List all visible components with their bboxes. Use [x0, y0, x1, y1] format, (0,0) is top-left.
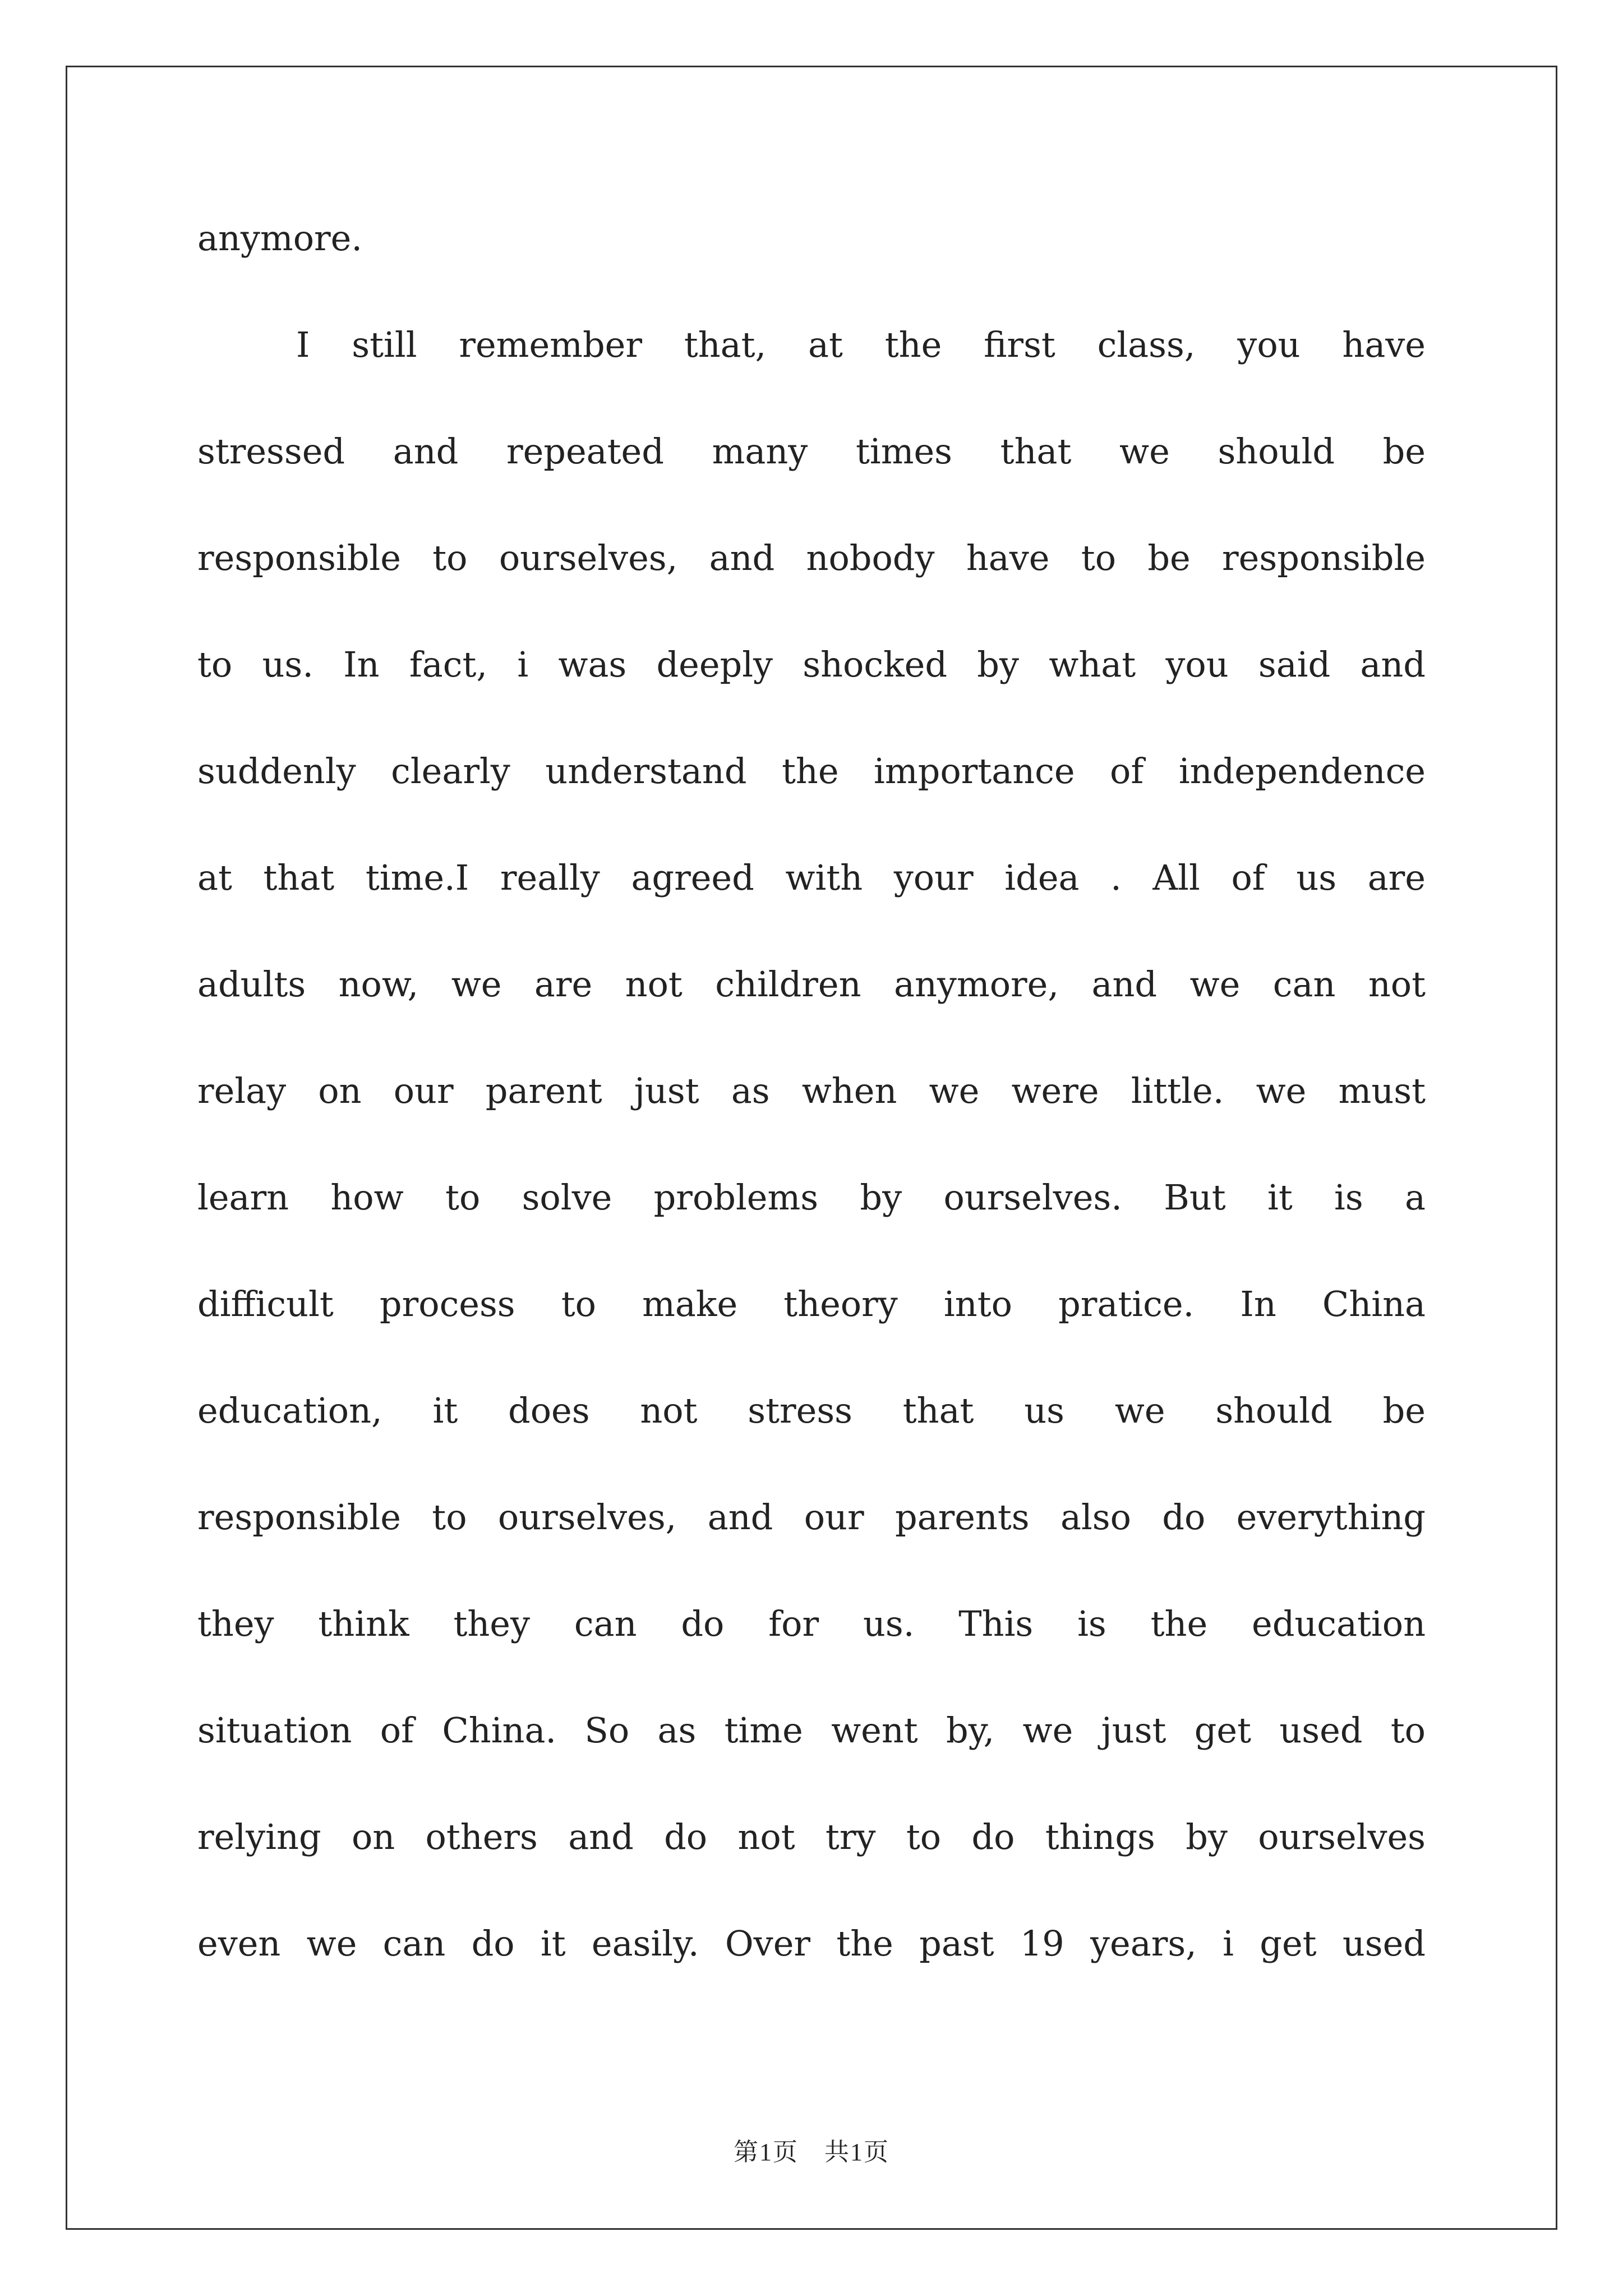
text-line: education, it does not stress that us we should be — [197, 1390, 1426, 1431]
document-body — [197, 218, 1426, 2033]
text-line: to us. In fact, i was deeply shocked by what you said and — [197, 644, 1426, 685]
text-line: responsible to ourselves, and nobody have to be responsible — [197, 537, 1426, 578]
text-line: relay on our parent just as when we were little. we must — [197, 1070, 1426, 1111]
text-line: adults now, we are not children anymore, and we can not — [197, 964, 1426, 1005]
text-line: they think they can do for us. This is the education — [197, 1603, 1426, 1644]
text-line: learn how to solve problems by ourselves. But it is a — [197, 1177, 1426, 1218]
text-line: stressed and repeated many times that we should be — [197, 431, 1426, 472]
text-line: anymore. — [197, 218, 363, 259]
text-line: situation of China. So as time went by, we just get used to — [197, 1710, 1426, 1751]
text-line: I still remember that, at the first class, you have — [296, 324, 1426, 365]
page-number-footer: 第1页 共1页 — [734, 2138, 889, 2166]
text-line: at that time.I really agreed with your idea . All of us are — [197, 857, 1426, 898]
text-line: difficult process to make theory into pratice. In China — [197, 1283, 1426, 1324]
text-line: responsible to ourselves, and our parents also do everything — [197, 1497, 1426, 1538]
text-line: suddenly clearly understand the importance of independence — [197, 751, 1426, 792]
text-line: relying on others and do not try to do things by ourselves — [197, 1816, 1426, 1857]
text-line: even we can do it easily. Over the past 19 years, i get used — [197, 1923, 1426, 1964]
